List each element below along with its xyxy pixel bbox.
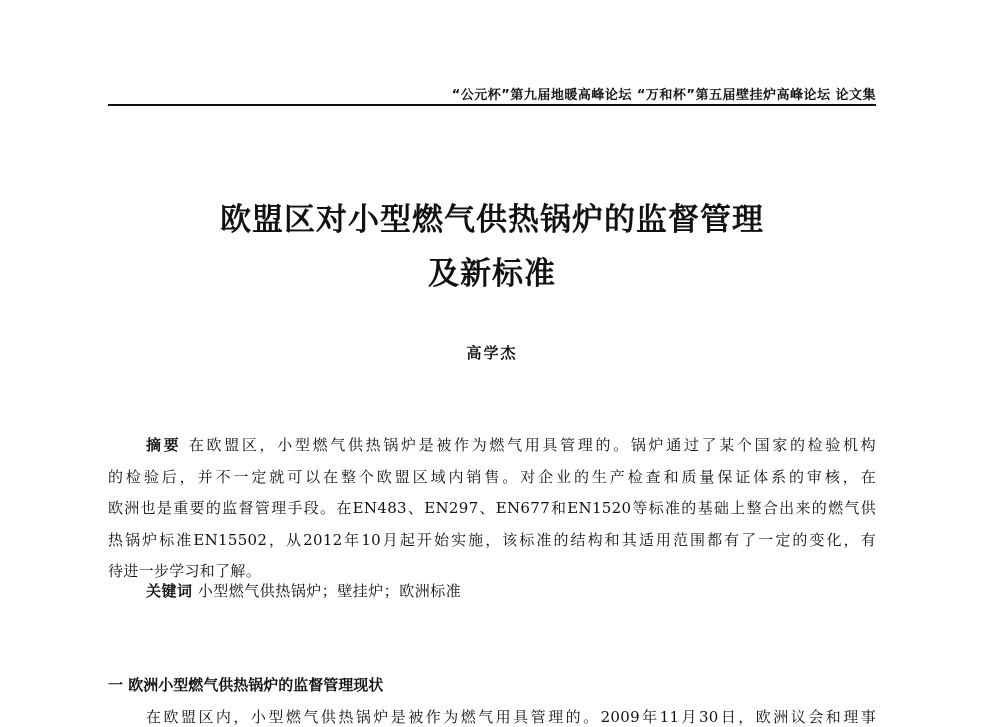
- abstract-text: 在欧盟区，小型燃气供热锅炉是被作为燃气用具管理的。锅炉通过了某个国家的检验机构: [188, 436, 876, 454]
- running-header: “公元杯”第九届地暖高峰论坛 “万和杯”第五届壁挂炉高峰论坛 论文集: [451, 88, 876, 103]
- paper-title-line-2: 及新标准: [428, 256, 556, 292]
- body-paragraph-line: 在欧盟区内，小型燃气供热锅炉是被作为燃气用具管理的。2009年11月30日，欧洲议会和理事: [146, 708, 876, 726]
- abstract-line: 热锅炉标准EN15502，从2012年10月起开始实施，该标准的结构和其适用范围都有了一定的变化，有: [108, 530, 876, 549]
- header-rule: [108, 104, 876, 106]
- paper-title-line-1: 欧盟区对小型燃气供热锅炉的监督管理: [220, 202, 764, 238]
- abstract-line: [108, 430, 876, 462]
- keywords-text: 小型燃气供热锅炉；壁挂炉；欧洲标准: [197, 582, 462, 600]
- abstract-line: 待进一步学习和了解。: [108, 562, 262, 580]
- abstract-line: 的检验后，并不一定就可以在整个欧盟区域内销售。对企业的生产检查和质量保证体系的审核，在: [108, 467, 876, 486]
- abstract-label: 摘要: [146, 436, 182, 454]
- section-heading: 一 欧洲小型燃气供热锅炉的监督管理现状: [108, 676, 384, 694]
- keywords-label: 关键词: [146, 582, 193, 600]
- abstract-block: [108, 430, 876, 588]
- author-name: 高学杰: [466, 344, 518, 362]
- abstract-line: 欧洲也是重要的监督管理手段。在EN483、EN297、EN677和EN1520等标准的基础上整合出来的燃气供: [108, 499, 876, 517]
- keywords-line: [146, 580, 461, 601]
